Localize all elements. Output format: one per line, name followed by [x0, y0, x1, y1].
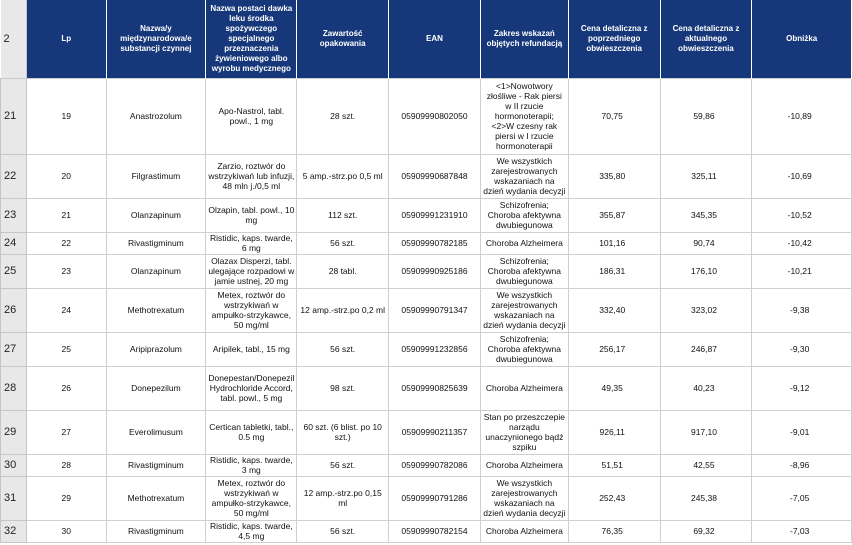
- cell-indications[interactable]: Choroba Alzheimera: [480, 520, 568, 542]
- header-name[interactable]: Nazwa/y międzynarodowa/e substancji czynnej: [106, 0, 206, 78]
- cell-prev-price[interactable]: 256,17: [568, 332, 660, 366]
- cell-pack[interactable]: 60 szt. (6 blist. po 10 szt.): [297, 410, 389, 454]
- cell-prev-price[interactable]: 49,35: [568, 366, 660, 410]
- cell-ean[interactable]: 05909990925186: [389, 254, 481, 288]
- cell-pack[interactable]: 112 szt.: [297, 198, 389, 232]
- cell-form[interactable]: Apo-Nastrol, tabl. powl., 1 mg: [206, 78, 297, 154]
- cell-name[interactable]: Donepezilum: [106, 366, 206, 410]
- cell-name[interactable]: Rivastigminum: [106, 520, 206, 542]
- row-header[interactable]: 24: [1, 232, 27, 254]
- cell-form[interactable]: Certican tabletki, tabl., 0.5 mg: [206, 410, 297, 454]
- cell-ean[interactable]: 05909990791347: [389, 288, 481, 332]
- cell-prev-price[interactable]: 101,16: [568, 232, 660, 254]
- table-row: [1, 332, 852, 366]
- cell-name[interactable]: Everolimusum: [106, 410, 206, 454]
- cell-ean[interactable]: 05909991231910: [389, 198, 481, 232]
- cell-form[interactable]: Zarzio, roztwór do wstrzykiwań lub infuzji, 48 mln j./0,5 ml: [206, 154, 297, 198]
- cell-pack[interactable]: 56 szt.: [297, 454, 389, 476]
- cell-ean[interactable]: 05909990687848: [389, 154, 481, 198]
- cell-lp[interactable]: 25: [26, 332, 106, 366]
- cell-prev-price[interactable]: 186,31: [568, 254, 660, 288]
- cell-reduction[interactable]: -7,03: [752, 520, 852, 542]
- cell-curr-price[interactable]: 245,38: [660, 476, 752, 520]
- cell-curr-price[interactable]: 42,55: [660, 454, 752, 476]
- cell-reduction[interactable]: -10,89: [752, 78, 852, 154]
- cell-lp[interactable]: 22: [26, 232, 106, 254]
- cell-form[interactable]: Donepestan/Donepezil Hydrochloride Accord, tabl. powl., 5 mg: [206, 366, 297, 410]
- cell-prev-price[interactable]: 332,40: [568, 288, 660, 332]
- table-row: [1, 366, 852, 410]
- cell-curr-price[interactable]: 345,35: [660, 198, 752, 232]
- header-indications[interactable]: Zakres wskazań objętych refundacją: [480, 0, 568, 78]
- cell-form[interactable]: Ristidic, kaps. twarde, 4,5 mg: [206, 520, 297, 542]
- header-lp[interactable]: Lp: [26, 0, 106, 78]
- cell-prev-price[interactable]: 252,43: [568, 476, 660, 520]
- cell-ean[interactable]: 05909990211357: [389, 410, 481, 454]
- cell-form[interactable]: Metex, roztwór do wstrzykiwań w ampułko-strzykawce, 50 mg/ml: [206, 288, 297, 332]
- table-row: [1, 198, 852, 232]
- cell-lp[interactable]: 20: [26, 154, 106, 198]
- cell-reduction[interactable]: -10,69: [752, 154, 852, 198]
- cell-reduction[interactable]: -7,05: [752, 476, 852, 520]
- cell-prev-price[interactable]: 355,87: [568, 198, 660, 232]
- cell-reduction[interactable]: -10,52: [752, 198, 852, 232]
- row-header[interactable]: 2: [1, 0, 27, 78]
- row-header[interactable]: 29: [1, 410, 27, 454]
- cell-pack[interactable]: 5 amp.-strz.po 0,5 ml: [297, 154, 389, 198]
- cell-prev-price[interactable]: 926,11: [568, 410, 660, 454]
- cell-ean[interactable]: 05909990782185: [389, 232, 481, 254]
- cell-name[interactable]: Anastrozolum: [106, 78, 206, 154]
- cell-curr-price[interactable]: 90,74: [660, 232, 752, 254]
- cell-lp[interactable]: 26: [26, 366, 106, 410]
- cell-curr-price[interactable]: 323,02: [660, 288, 752, 332]
- row-header[interactable]: 27: [1, 332, 27, 366]
- cell-lp[interactable]: 29: [26, 476, 106, 520]
- cell-lp[interactable]: 23: [26, 254, 106, 288]
- cell-reduction[interactable]: -9,38: [752, 288, 852, 332]
- cell-indications[interactable]: We wszystkich zarejestrowanych wskazaniach na dzień wydania decyzji: [480, 476, 568, 520]
- row-header[interactable]: 30: [1, 454, 27, 476]
- cell-name[interactable]: Methotrexatum: [106, 476, 206, 520]
- cell-lp[interactable]: 24: [26, 288, 106, 332]
- cell-lp[interactable]: 28: [26, 454, 106, 476]
- cell-indications[interactable]: Schizofrenia; Choroba afektywna dwubiegunowa: [480, 254, 568, 288]
- row-header[interactable]: 21: [1, 78, 27, 154]
- cell-curr-price[interactable]: 40,23: [660, 366, 752, 410]
- table-row: [1, 78, 852, 154]
- cell-indications[interactable]: Choroba Alzheimera: [480, 232, 568, 254]
- cell-reduction[interactable]: -9,12: [752, 366, 852, 410]
- cell-lp[interactable]: 21: [26, 198, 106, 232]
- cell-indications[interactable]: Schizofrenia; Choroba afektywna dwubiegunowa: [480, 332, 568, 366]
- cell-name[interactable]: Rivastigminum: [106, 232, 206, 254]
- cell-curr-price[interactable]: 246,87: [660, 332, 752, 366]
- cell-name[interactable]: Olanzapinum: [106, 198, 206, 232]
- cell-form[interactable]: Ristidic, kaps. twarde, 6 mg: [206, 232, 297, 254]
- table-row: [1, 254, 852, 288]
- header-curr-price[interactable]: Cena detaliczna z aktualnego obwieszczenia: [660, 0, 752, 78]
- cell-indications[interactable]: Choroba Alzheimera: [480, 366, 568, 410]
- header-pack[interactable]: Zawartość opakowania: [297, 0, 389, 78]
- header-reduction[interactable]: Obniżka: [752, 0, 852, 78]
- table-row: [1, 410, 852, 454]
- row-header[interactable]: 28: [1, 366, 27, 410]
- cell-indications[interactable]: <1>Nowotwory złośliwe - Rak piersi w II rzucie hormonoterapii; <2>W czesny rak piersi w I rzucie hormonoterapii: [480, 78, 568, 154]
- table-row: [1, 154, 852, 198]
- cell-reduction[interactable]: -9,30: [752, 332, 852, 366]
- row-header[interactable]: 31: [1, 476, 27, 520]
- cell-indications[interactable]: Choroba Alzheimera: [480, 454, 568, 476]
- header-form[interactable]: Nazwa postaci dawka leku środka spożywczego specjalnego przeznaczenia żywieniowego albo wyrobu medycznego: [206, 0, 297, 78]
- cell-prev-price[interactable]: 76,35: [568, 520, 660, 542]
- table-row: [1, 520, 852, 542]
- header-row: [1, 0, 852, 78]
- table-row: [1, 454, 852, 476]
- cell-curr-price[interactable]: 69,32: [660, 520, 752, 542]
- cell-lp[interactable]: 30: [26, 520, 106, 542]
- cell-pack[interactable]: 28 szt.: [297, 78, 389, 154]
- cell-name[interactable]: Olanzapinum: [106, 254, 206, 288]
- cell-pack[interactable]: 98 szt.: [297, 366, 389, 410]
- row-header[interactable]: 26: [1, 288, 27, 332]
- cell-pack[interactable]: 56 szt.: [297, 520, 389, 542]
- cell-curr-price[interactable]: 59,86: [660, 78, 752, 154]
- cell-prev-price[interactable]: 51,51: [568, 454, 660, 476]
- cell-pack[interactable]: 56 szt.: [297, 232, 389, 254]
- cell-lp[interactable]: 19: [26, 78, 106, 154]
- cell-name[interactable]: Rivastigminum: [106, 454, 206, 476]
- cell-reduction[interactable]: -9,01: [752, 410, 852, 454]
- cell-ean[interactable]: 05909990782154: [389, 520, 481, 542]
- cell-ean[interactable]: 05909990782086: [389, 454, 481, 476]
- cell-prev-price[interactable]: 70,75: [568, 78, 660, 154]
- row-header[interactable]: 25: [1, 254, 27, 288]
- cell-ean[interactable]: 05909990791286: [389, 476, 481, 520]
- table-row: [1, 476, 852, 520]
- cell-reduction[interactable]: -10,21: [752, 254, 852, 288]
- row-header[interactable]: 32: [1, 520, 27, 542]
- table-row: [1, 232, 852, 254]
- cell-curr-price[interactable]: 176,10: [660, 254, 752, 288]
- cell-form[interactable]: Ristidic, kaps. twarde, 3 mg: [206, 454, 297, 476]
- cell-form[interactable]: Metex, roztwór do wstrzykiwań w ampułko-strzykawce, 50 mg/ml: [206, 476, 297, 520]
- cell-name[interactable]: Filgrastimum: [106, 154, 206, 198]
- cell-pack[interactable]: 12 amp.-strz.po 0,2 ml: [297, 288, 389, 332]
- cell-lp[interactable]: 27: [26, 410, 106, 454]
- cell-pack[interactable]: 12 amp.-strz.po 0,15 ml: [297, 476, 389, 520]
- header-prev-price[interactable]: Cena detaliczna z poprzedniego obwieszczenia: [568, 0, 660, 78]
- cell-indications[interactable]: We wszystkich zarejestrowanych wskazaniach na dzień wydania decyzji: [480, 154, 568, 198]
- cell-form[interactable]: Aripilek, tabl., 15 mg: [206, 332, 297, 366]
- cell-ean[interactable]: 05909990802050: [389, 78, 481, 154]
- row-header[interactable]: 22: [1, 154, 27, 198]
- cell-ean[interactable]: 05909990825639: [389, 366, 481, 410]
- header-ean[interactable]: EAN: [389, 0, 481, 78]
- table-row: [1, 288, 852, 332]
- cell-curr-price[interactable]: 917,10: [660, 410, 752, 454]
- cell-indications[interactable]: Stan po przeszczepie narządu unaczynionego bądź szpiku: [480, 410, 568, 454]
- cell-indications[interactable]: Schizofrenia; Choroba afektywna dwubiegunowa: [480, 198, 568, 232]
- cell-name[interactable]: Aripiprazolum: [106, 332, 206, 366]
- cell-reduction[interactable]: -8,96: [752, 454, 852, 476]
- cell-name[interactable]: Methotrexatum: [106, 288, 206, 332]
- cell-reduction[interactable]: -10,42: [752, 232, 852, 254]
- cell-pack[interactable]: 28 tabl.: [297, 254, 389, 288]
- cell-curr-price[interactable]: 325,11: [660, 154, 752, 198]
- cell-ean[interactable]: 05909991232856: [389, 332, 481, 366]
- cell-pack[interactable]: 56 szt.: [297, 332, 389, 366]
- cell-form[interactable]: Olazax Disperzi, tabl. ulegające rozpadowi w jamie ustnej, 20 mg: [206, 254, 297, 288]
- cell-indications[interactable]: We wszystkich zarejestrowanych wskazaniach na dzień wydania decyzji: [480, 288, 568, 332]
- row-header[interactable]: 23: [1, 198, 27, 232]
- cell-prev-price[interactable]: 335,80: [568, 154, 660, 198]
- cell-form[interactable]: Olzapin, tabl. powl., 10 mg: [206, 198, 297, 232]
